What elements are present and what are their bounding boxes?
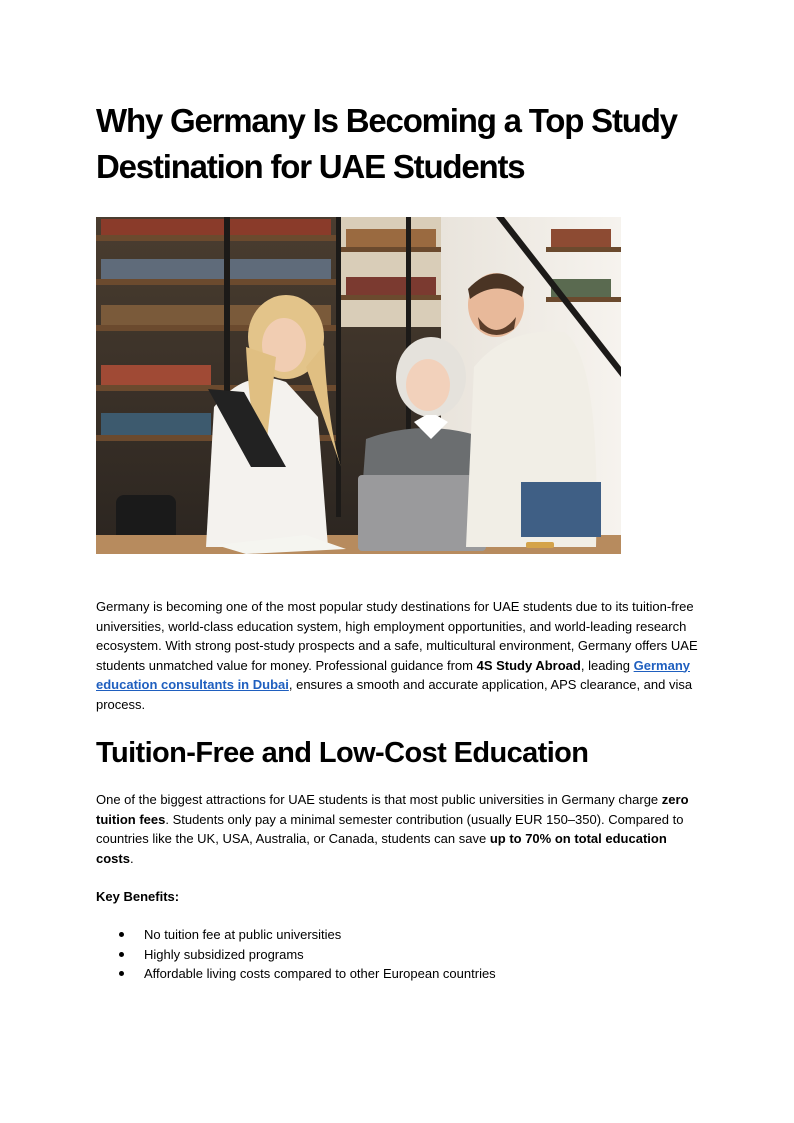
benefit-text: No tuition fee at public universities (144, 927, 342, 942)
list-item (96, 964, 496, 984)
list-item (96, 925, 496, 945)
hero-photo (96, 217, 621, 554)
article-title: Why Germany Is Becoming a Top Study Destination for UAE Students (96, 102, 677, 185)
bullet-icon (119, 971, 124, 976)
zero-fees-highlight: zero tuition fees (96, 792, 689, 827)
savings-highlight: up to 70% on total education costs (96, 831, 667, 866)
consultants-link[interactable]: Germany education consultants in Dubai (96, 657, 690, 692)
section-text-3: . (129, 850, 134, 866)
intro-text-1: Germany is becoming one of the most popular study destinations for UAE students due to its tuition-free universities, world-class education system, high employment opportunities, and world-leading research ecosystem. With strong post-study prospects and a safe, multicultural environment, Germany offers UAE students unmatched value for money. Professional guidance from (96, 599, 698, 673)
bullet-icon (119, 952, 124, 957)
bullet-icon (119, 932, 124, 937)
section-paragraph (96, 790, 706, 868)
intro-text-2: , leading (580, 657, 634, 673)
intro-paragraph (96, 597, 706, 714)
benefits-list (96, 925, 496, 984)
section-text-2: . Students only pay a minimal semester contribution (usually EUR 150–350). Compared to countries like the UK, USA, Australia, or Canada, students can save (96, 811, 684, 846)
list-item (96, 945, 496, 965)
key-benefits-label: Key Benefits: (96, 889, 180, 904)
section-heading: Tuition-Free and Low-Cost Education (96, 737, 589, 769)
section-text-1: One of the biggest attractions for UAE students is that most public universities in Germany charge (96, 792, 662, 807)
intro-text-3: , ensures a smooth and accurate application, APS clearance, and visa process. (96, 677, 693, 712)
benefit-text: Affordable living costs compared to other European countries (144, 966, 496, 981)
students-library-illustration (96, 217, 621, 554)
brand-name: 4S Study Abroad (476, 657, 581, 673)
benefit-text: Highly subsidized programs (144, 946, 304, 962)
